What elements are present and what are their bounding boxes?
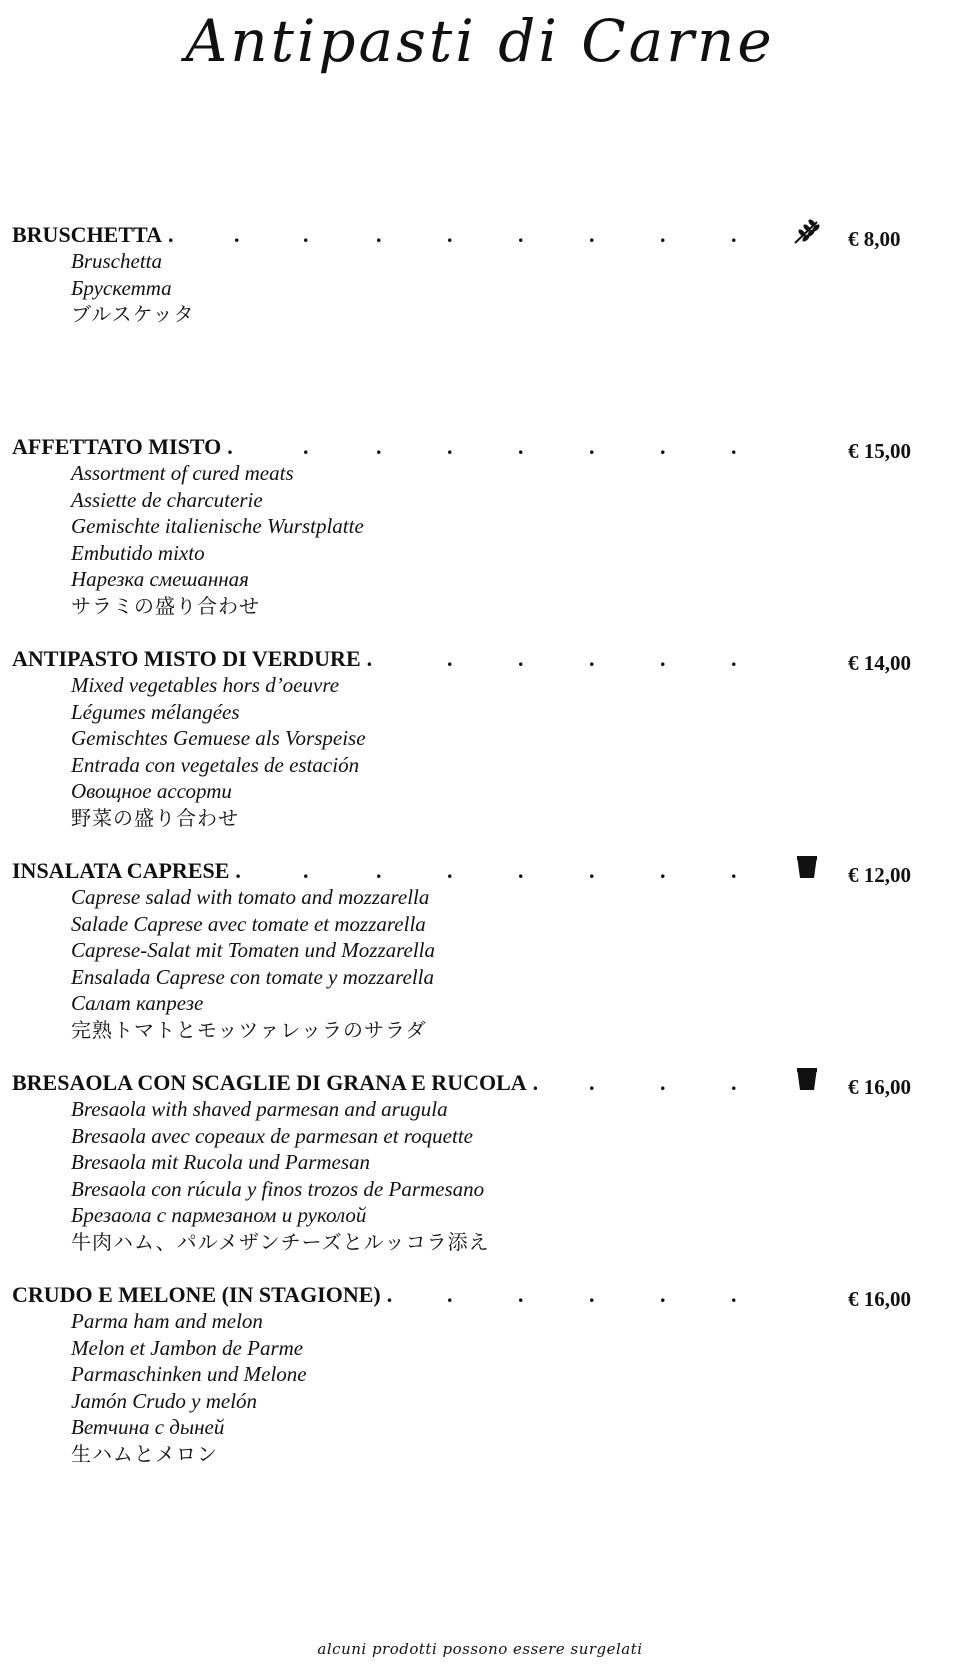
menu-item [0,434,960,646]
item-header [0,222,960,251]
menu-item [0,858,960,1070]
leader-dot: . [731,1070,737,1095]
leader-dot: . [731,222,737,247]
item-header [0,646,960,675]
item-name: INSALATA CAPRESE [12,858,230,883]
leader-dot: . [376,858,382,883]
item-name: BRUSCHETTA [12,222,162,247]
item-header [0,1282,960,1311]
item-price: € 15,00 [848,439,911,463]
translation-line: Caprese salad with tomato and mozzarella [71,885,430,909]
item-price: € 8,00 [848,227,901,251]
item-price: € 16,00 [848,1287,911,1311]
leader-dot: . [731,1282,737,1307]
item-header [0,858,960,887]
item-name: CRUDO E MELONE (IN STAGIONE) [12,1282,381,1307]
translation-line: Caprese-Salat mit Tomaten und Mozzarella [71,938,436,962]
translation-line: Assiette de charcuterie [71,487,263,512]
translation-line: Jamón Crudo y melón [71,1388,258,1413]
item-header [0,1070,960,1099]
translation-line: Entrada con vegetales de estación [71,752,360,777]
translation-line: Bruschetta [71,249,162,273]
translation-line: Mixed vegetables hors d’oeuvre [71,673,340,697]
leader-dot: . [518,1282,524,1307]
translation-line: Нарезка смешанная [71,567,249,591]
footer-note: alcuni prodotti possono essere surgelati [317,1640,643,1658]
leader-dot: . [366,646,373,671]
leader-dot: . [447,434,453,459]
item-price: € 12,00 [848,863,911,887]
item-translations [71,1096,490,1255]
leader-dot: . [660,434,666,459]
leader-dot: . [660,1070,666,1095]
leader-dot: . [518,646,524,671]
leader-dot: . [589,646,595,671]
translation-line: Légumes mélangées [71,699,240,724]
item-name: BRESAOLA CON SCAGLIE DI GRANA E RUCOLA [12,1070,527,1095]
milk-lactose-icon [792,852,822,882]
translation-line: 完熟トマトとモッツァレッラのサラダ [71,1017,427,1042]
leader-dot: . [589,1282,595,1307]
leader-dot: . [234,222,240,247]
leader-dot: . [589,222,595,247]
translation-line: Bresaola with shaved parmesan and arugula [71,1097,448,1121]
translation-line: Bresaola avec copeaux de parmesan et roquette [71,1123,473,1148]
leader-dot: . [518,858,524,883]
item-header [0,434,960,463]
translation-line: Салат капрезе [71,991,204,1015]
translation-line: Salade Caprese avec tomate et mozzarella [71,911,426,936]
translation-line: Parma ham and melon [71,1309,263,1333]
leader-dot: . [589,1070,595,1095]
leader-dot: . [447,1282,453,1307]
translation-line: Embutido mixto [71,540,205,565]
leader-dot: . [447,222,453,247]
leader-dot: . [376,434,382,459]
leader-dot: . [660,646,666,671]
translation-line: Melon et Jambon de Parme [71,1335,304,1360]
translation-line: 牛肉ハム、パルメザンチーズとルッコラ添え [71,1229,490,1254]
menu-item [0,1070,960,1282]
leader-dot: . [386,1282,393,1307]
translation-line: ブルスケッタ [71,302,195,326]
leader-dot: . [235,858,241,883]
item-translations [71,248,195,328]
translation-line: Ветчина с дыней [71,1415,225,1439]
leader-dot: . [589,858,595,883]
leader-dot: . [303,434,309,459]
leader-dot: . [731,858,737,883]
milk-lactose-icon [792,1064,822,1094]
leader-dot: . [731,646,737,671]
leader-dot: . [447,858,453,883]
item-translations [71,1308,307,1467]
leader-dot: . [167,222,174,247]
leader-dot: . [532,1070,539,1095]
translation-line: Bresaola mit Rucola und Parmesan [71,1150,371,1174]
leader-dot: . [660,1282,666,1307]
leader-dot: . [518,222,524,247]
menu-list [0,222,960,1494]
leader-dot: . [589,434,595,459]
wheat-gluten-icon [792,216,822,246]
leader-dot: . [303,858,309,883]
leader-dot: . [447,646,453,671]
menu-title: Antipasti di Carne [185,7,775,75]
item-translations [71,884,435,1043]
translation-line: Овощное ассорти [71,779,232,803]
leader-dot: . [227,434,233,459]
item-name: AFFETTATO MISTO [12,434,222,459]
translation-line: 生ハムとメロン [71,1441,218,1466]
leader-dot: . [731,434,737,459]
menu-item [0,646,960,858]
item-price: € 14,00 [848,651,911,675]
translation-line: 野菜の盛り合わせ [71,805,239,830]
leader-dot: . [660,222,666,247]
item-translations [71,672,366,831]
menu-item [0,222,960,434]
item-name: ANTIPASTO MISTO DI VERDURE [12,646,361,671]
translation-line: サラミの盛り合わせ [71,593,260,618]
translation-line: Gemischte italienische Wurstplatte [71,514,364,538]
item-translations [71,460,364,619]
translation-line: Брезаола с пармезаном и руколой [71,1203,367,1227]
leader-dot: . [518,434,524,459]
translation-line: Bresaola con rúcula y finos trozos de Parmesano [71,1176,485,1201]
translation-line: Assortment of cured meats [71,461,294,485]
menu-item [0,1282,960,1494]
leader-dot: . [376,222,382,247]
leader-dot: . [660,858,666,883]
item-price: € 16,00 [848,1075,911,1099]
leader-dot: . [303,222,309,247]
translation-line: Parmaschinken und Melone [71,1362,307,1386]
translation-line: Ensalada Caprese con tomate y mozzarella [71,964,434,989]
translation-line: Gemischtes Gemuese als Vorspeise [71,726,366,750]
translation-line: Брускетта [71,275,172,300]
